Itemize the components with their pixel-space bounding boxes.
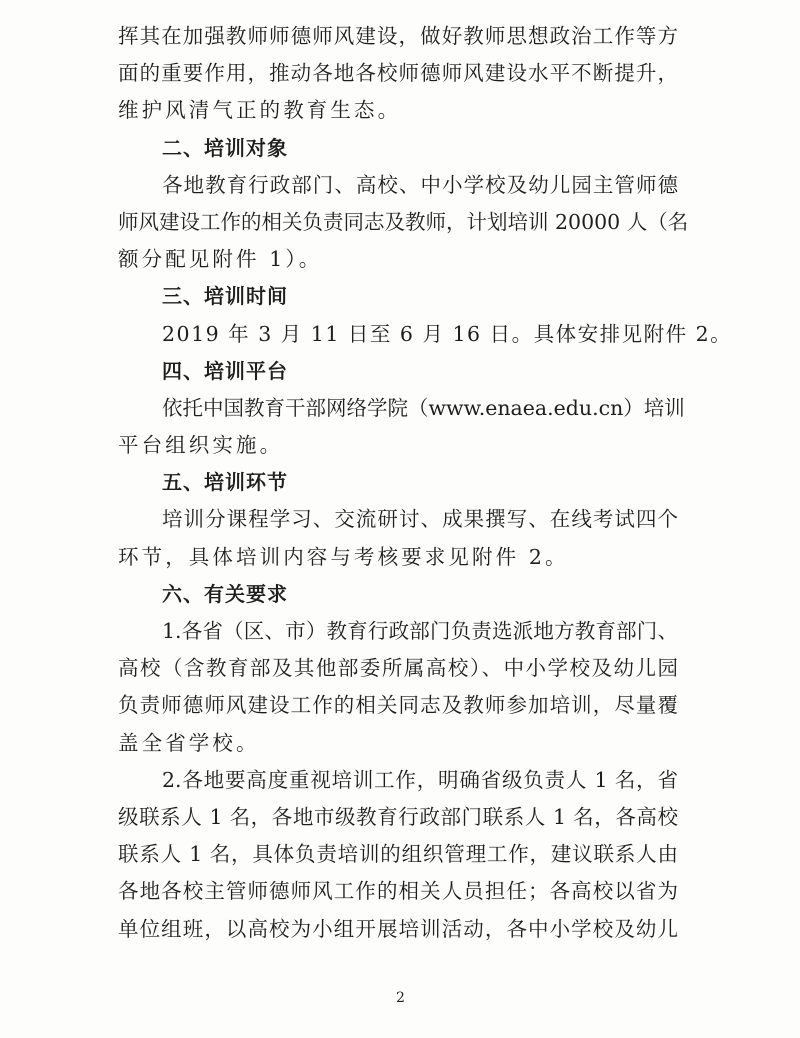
paragraph-line: 级联系人 1 名，各地市级教育行政部门联系人 1 名，各高校 (118, 804, 678, 829)
paragraph-line: 单位组班，以高校为小组开展培训活动，各中小学校及幼儿 (118, 916, 678, 941)
paragraph-line: 培训分课程学习、交流研讨、成果撰写、在线考试四个 (162, 507, 678, 532)
paragraph-line: 高校（含教育部及其他部委所属高校）、中小学校及幼儿园 (118, 656, 678, 681)
paragraph-line: 各地教育行政部门、高校、中小学校及幼儿园主管师德 (162, 172, 678, 197)
section-heading-trainees: 二、培训对象 (162, 135, 288, 160)
paragraph-line: 平台组织实施。 (118, 433, 284, 458)
paragraph-line: 挥其在加强教师师德师风建设，做好教师思想政治工作等方 (118, 24, 678, 48)
paragraph-line: 师风建设工作的相关负责同志及教师，计划培训 20000 人（名 (118, 209, 689, 234)
paragraph-line: 额分配见附件 1）。 (118, 247, 323, 272)
paragraph-line: 依托中国教育干部网络学院（www.enaea.edu.cn）培训 (162, 395, 685, 420)
document-page (118, 6, 733, 948)
paragraph-line: 环节，具体培训内容与考核要求见附件 2。 (118, 544, 569, 569)
paragraph-line: 盖全省学校。 (118, 730, 260, 755)
paragraph-line: 维护风清气正的教育生态。 (118, 98, 402, 123)
section-heading-time: 三、培训时间 (162, 284, 288, 309)
paragraph-line: 面的重要作用，推动各地各校师德师风建设水平不断提升， (118, 61, 678, 86)
page-number: 2 (396, 990, 405, 1006)
section-heading-platform: 四、培训平台 (162, 358, 288, 383)
paragraph-line: 2019 年 3 月 11 日至 6 月 16 日。具体安排见附件 2。 (162, 321, 733, 346)
section-heading-stages: 五、培训环节 (162, 470, 288, 495)
paragraph-line: 负责师德师风建设工作的相关同志及教师参加培训，尽量覆 (118, 693, 678, 718)
section-heading-requirements: 六、有关要求 (162, 581, 288, 606)
paragraph-line: 联系人 1 名，具体负责培训的组织管理工作，建议联系人由 (118, 842, 678, 867)
paragraph-line: 2.各地要高度重视培训工作，明确省级负责人 1 名，省 (162, 767, 678, 792)
paragraph-line: 各地各校主管师德师风工作的相关人员担任；各高校以省为 (118, 879, 678, 904)
paragraph-line: 1.各省（区、市）教育行政部门负责选派地方教育部门、 (162, 619, 678, 643)
